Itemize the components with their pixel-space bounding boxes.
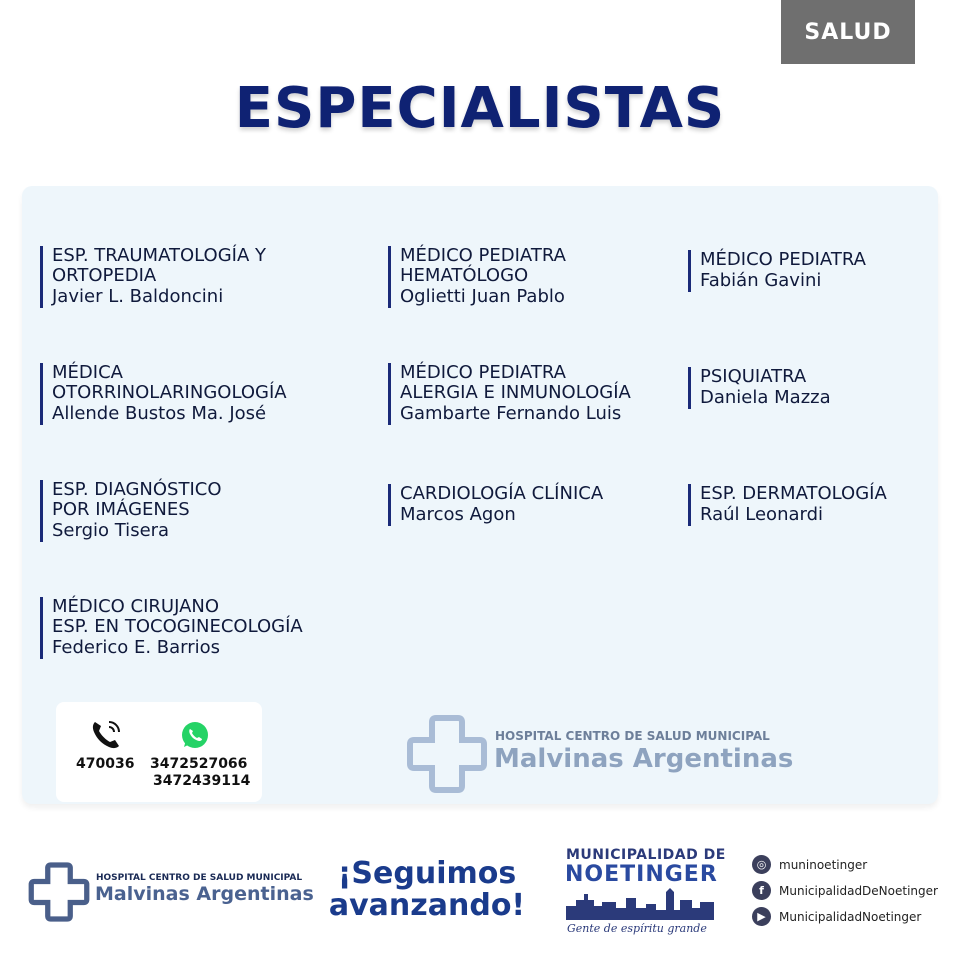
- specialist-name: Javier L. Baldoncini: [52, 286, 224, 307]
- hospital-subtitle: HOSPITAL CENTRO DE SALUD MUNICIPAL: [96, 873, 303, 883]
- specialist-card: [388, 484, 603, 526]
- specialist-name: Marcos Agon: [400, 504, 516, 525]
- specialist-name: Allende Bustos Ma. José: [52, 403, 267, 424]
- specialist-role: ESP. DERMATOLOGÍA: [700, 483, 887, 504]
- specialist-card: [40, 246, 266, 308]
- social-handle: MunicipalidadNoetinger: [779, 909, 922, 924]
- specialist-card: [388, 363, 631, 425]
- hospital-name: Malvinas Argentinas: [95, 883, 314, 905]
- specialist-card: [40, 597, 303, 659]
- specialist-card: [40, 363, 287, 425]
- social-handle: muninoetinger: [779, 857, 868, 872]
- category-badge: SALUD: [781, 0, 915, 64]
- specialist-name: Sergio Tisera: [52, 520, 170, 541]
- whatsapp-number: 3472439114: [153, 773, 251, 789]
- town-skyline-icon: [566, 886, 714, 920]
- youtube-icon: ▶: [752, 907, 771, 926]
- specialist-role: CARDIOLOGÍA CLÍNICA: [400, 483, 604, 504]
- facebook-icon: f: [752, 881, 771, 900]
- social-instagram[interactable]: [752, 855, 867, 874]
- specialist-card: [40, 480, 222, 542]
- whatsapp-number: 3472527066: [150, 756, 248, 772]
- social-youtube[interactable]: [752, 907, 921, 926]
- municipality-name: NOETINGER: [565, 862, 718, 887]
- social-facebook[interactable]: [752, 881, 938, 900]
- specialist-role: MÉDICO PEDIATRA HEMATÓLOGO: [400, 245, 566, 286]
- page-title: ESPECIALISTAS: [234, 76, 726, 141]
- phone-number: 470036: [76, 756, 135, 772]
- specialist-role: PSIQUIATRA: [700, 366, 807, 387]
- specialist-name: Daniela Mazza: [700, 387, 831, 408]
- hospital-cross-logo: [28, 862, 90, 922]
- specialist-card: [688, 484, 887, 526]
- specialist-role: ESP. DIAGNÓSTICO POR IMÁGENES: [52, 479, 222, 520]
- specialist-role: MÉDICO PEDIATRA ALERGIA E INMUNOLOGÍA: [400, 362, 631, 403]
- specialist-name: Gambarte Fernando Luis: [400, 403, 622, 424]
- phone-icon: [89, 718, 123, 752]
- slogan-line: avanzando!: [328, 888, 526, 923]
- specialist-role: MÉDICO CIRUJANO ESP. EN TOCOGINECOLOGÍA: [52, 596, 303, 637]
- specialist-card: [388, 246, 566, 308]
- social-handle: MunicipalidadDeNoetinger: [779, 883, 938, 898]
- hospital-subtitle: HOSPITAL CENTRO DE SALUD MUNICIPAL: [495, 729, 770, 743]
- hospital-name: Malvinas Argentinas: [494, 744, 794, 774]
- municipality-tagline: Gente de espíritu grande: [567, 922, 707, 935]
- whatsapp-icon: [180, 720, 210, 750]
- specialist-card: [688, 367, 831, 409]
- specialist-name: Oglietti Juan Pablo: [400, 286, 565, 307]
- hospital-cross-logo: [406, 714, 488, 794]
- specialist-role: MÉDICA OTORRINOLARINGOLOGÍA: [52, 362, 287, 403]
- slogan-line: ¡Seguimos: [337, 856, 517, 891]
- specialist-name: Federico E. Barrios: [52, 637, 221, 658]
- specialist-role: MÉDICO PEDIATRA: [700, 249, 866, 270]
- specialist-name: Raúl Leonardi: [700, 504, 824, 525]
- slogan: [312, 858, 542, 922]
- municipality-label: MUNICIPALIDAD DE: [566, 847, 726, 863]
- specialist-name: Fabián Gavini: [700, 270, 822, 291]
- specialist-role: ESP. TRAUMATOLOGÍA Y ORTOPEDIA: [52, 245, 267, 286]
- specialist-card: [688, 250, 866, 292]
- contact-box: [56, 702, 262, 802]
- instagram-icon: ◎: [752, 855, 771, 874]
